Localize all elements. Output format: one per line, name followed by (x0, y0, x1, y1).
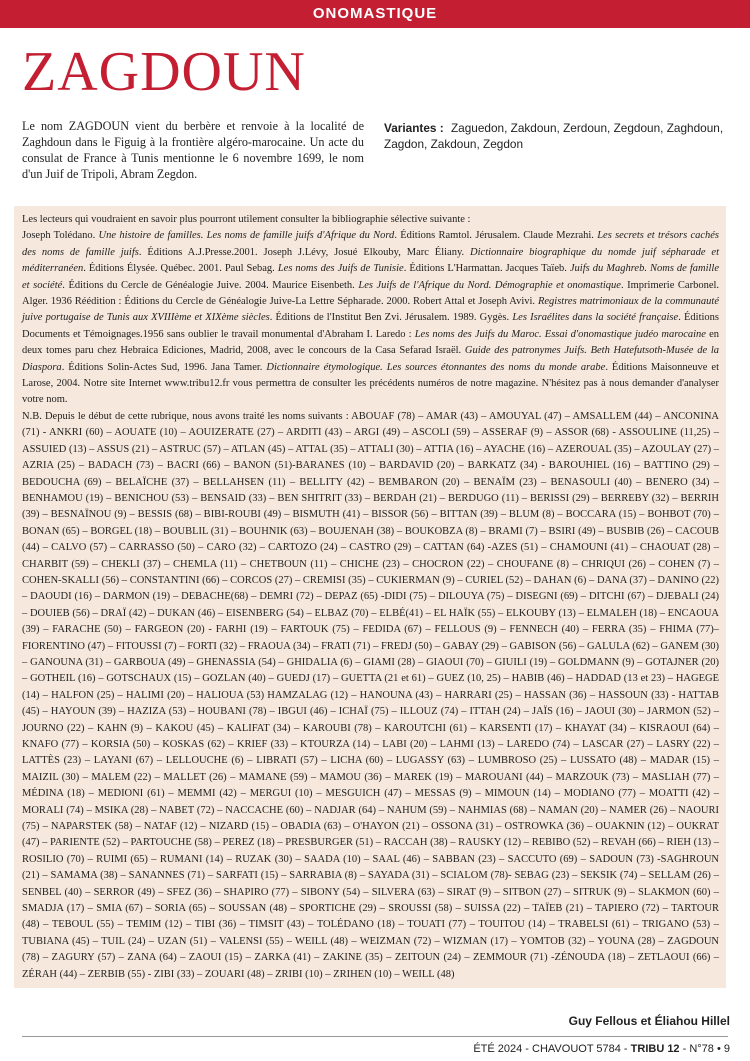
bibliography-fragment: . Éditions Maisonneuve et Larose, 2004. Notre site Internet www.tribu12.fr vous permettra de consulter les précédents numéros de notre magazine. N'hésitez pas à nous demander d'analyser votre nom. (22, 361, 719, 406)
bibliography-fragment: Les noms des Juifs du Maroc. Essai d'onomastique judéo marocaine (414, 328, 706, 340)
section-label: ONOMASTIQUE (312, 5, 438, 22)
bibliography-fragment: . Éditions de l'Institut Ben Zvi. Jérusalem. 1989. Gygès. (269, 312, 513, 324)
bibliography-text (22, 212, 719, 983)
bibliography-fragment: . Éditions A.J.Presse.2001. Joseph J.Lévy, Josué Elkouby, Marc Éliany. (138, 246, 471, 258)
bibliography-fragment: . Éditions L'Harmattan. Jacques Taïeb. (403, 263, 570, 275)
footer-issue-number: - N°78 • 9 (679, 1043, 730, 1055)
bibliography-fragment: Dictionnaire étymologique. Les sources étonnantes des noms du monde arabe (266, 361, 606, 373)
bibliography-fragment: Guide des patronymes Juifs. Beth Hatefutsoth-Musée de la Diaspora (22, 345, 720, 373)
footer-issue-date: ÉTÉ 2024 - CHAVOUOT 5784 - (473, 1043, 631, 1055)
bibliography-fragment: Juifs du Maghreb. Noms de famille et société (22, 263, 719, 291)
variants-list: Zaguedon, Zakdoun, Zerdoun, Zegdoun, Zaghdoun, Zagdon, Zakdoun, Zegdon (384, 121, 724, 151)
bibliography-fragment: Joseph Tolédano. (22, 230, 99, 242)
bibliography-fragment: Les secrets et trésors cachés des noms de famille juifs (22, 230, 720, 258)
bibliography-fragment: en deux tomes paru chez Hebraica Ediciones, Madrid, 2008, avec le concours de la Casa Sefarad Israël. (22, 328, 719, 357)
bibliography-fragment: . Éditions du Cercle de Généalogie Juive. 2004. Maurice Eisenbeth. (62, 279, 359, 291)
bibliography-fragment: . Éditions Solin-Actes Sud, 1996. Jana Tamer. (61, 361, 267, 373)
intro-paragraph: Le nom ZAGDOUN vient du berbère et renvoie à la localité de Zaghdoun dans le Figuig à la frontière algéro-marocaine. Un acte du consulat de France à Tunis mentionne le 6 novembre 1699, le nom d'un Juif de Tripoli, Abram Zegdon. (22, 119, 364, 181)
author-signature: Guy Fellous et Éliahou Hillel (568, 1014, 730, 1028)
bibliography-fragment: . Éditions Élysée. Québec. 2001. Paul Sebag. (83, 263, 278, 275)
variants-block (384, 121, 729, 152)
bibliography-works (22, 228, 719, 408)
bibliography-fragment: Les noms des Juifs de Tunisie (277, 263, 404, 275)
variants-label: Variantes : (384, 121, 444, 135)
bibliography-fragment: Dictionnaire biographique du nomde juif sépharade et méditerranéen (22, 246, 719, 275)
page-footer (473, 1043, 730, 1055)
bibliography-fragment: . Éditions Documents et Témoignages.1956 sans oublier le travail monumental d'Abraham I. Laredo : (22, 312, 720, 340)
bibliography-lead: Les lecteurs qui voudraient en savoir plus pourront utilement consulter la bibliographie sélective suivante : (22, 214, 471, 225)
treated-names-list: N.B. Depuis le début de cette rubrique, nous avons traité les noms suivants : ABOUAF (78) – AMAR (43) – AMOUYAL (47) – AMSALLEM (44) – ANCONINA (71) - ANKRI (60) – AOUATE (10) – AOUIZERATE (27) – ARDITI (43) – ARGI (49) – ASCOLI (59) – ASSERAF (9) – ASSOR (68) - ASSOULINE (11,25) – ASSUIED (13) – ASSUS (21) – ASTRUC (57) – ATLAN (45) – ATTAL (35) – ATTALI (30) – ATTIA (16) – AYACHE (16) – AZEROUAL (35) – AZOULAY (27) – AZRIA (25) – BADACH (73) – BACRI (66) – BANON (51)-BARANES (10) – BARDAVID (20) – BARKATZ (34) - BAROUHIEL (16) – BATTINO (29) – BEDOUCHA (69) – BELAÏCHE (37) – BELLAHSEN (11) – BELLITY (42) – BEMBARON (20) – BENAÏM (23) – BENASOULI (40) – BENERO (34) – BENHAMOU (19) – BENICHOU (53) – BENSAID (33) – BEN SHITRIT (33) – BERDAH (21) – BERDUGO (11) – BERISSI (29) – BERREBY (32) – BERRIH (39) – BESNAÏNOU (9) – BESSIS (68) – BIBI-ROUBI (49) – BISMUTH (41) – BISSOR (56) – BITTAN (39) – BLUM (8) – BOCCARA (15) – BOHBOT (70) – BONAN (65) – BORGEL (18) – BOUBLIL (31) – BOUHNIK (63) – BOUJENAH (38) – BOUKOBZA (8) – BRAMI (7) – BSIRI (49) – BUSBIB (26) – CACOUB (44) – CALVO (57) – CARRASSO (50) – CARO (32) – CARTOZO (24) – CASTRO (29) – CATTAN (64) -AZES (51) – CHAMOUNI (41) – CHAOUAT (28) – CHARBIT (59) – CHEKLI (37) – CHEMLA (11) – CHETBOUN (11) – CHICHE (23) – CHOCRON (22) – CHOUFANE (8) – CHRIQUI (26) – COHEN (7) – COHEN-SKALLI (56) – CONSTANTINI (66) – CORCOS (27) – CREMISI (35) – CUKIERMAN (9) – CURIEL (52) – DAHAN (6) – DANA (37) – DANINO (22) – DAOUDI (16) – DARMON (19) – DEBACHE(68) – DEMRI (72) – DEPAZ (65) -DIDI (75) – DILOUYA (75) – DISEGNI (69) – DITCHI (67) – DJEBALI (24) – DOUIEB (56) – DRAÏ (42) – DUKAN (46) – EISENBERG (54) – ELBAZ (70) – ELBÉ(41) – EL HAÏK (55) – ELKOUBY (13) – ELMALEH (18) – ENCAOUA (39) – FARACHE (50) – FARGEON (20) - FARHI (19) – FARTOUK (75) – FEDIDA (67) – FELLOUS (9) – FENNECH (40) – FERRA (35) – FHIMA (77)– FIORENTINO (47) – FITOUSSI (7) – FORTI (32) – FRAOUA (34) – FRATI (71) – FREDJ (50) – GABAY (29) – GABISON (56) – GALULA (62) – GANEM (30) – GANOUNA (31) – GARBOUA (49) – GHENASSIA (54) – GHIDALIA (6) – GIAMI (28) – GIAOUI (70) – GIUILI (19) – GOLDMANN (9) – GOTAJNER (20) – GOTHEIL (16) – GOTSCHAUX (15) – GOZLAN (40) – GUEDJ (17) – GUETTA (21 et 61) – GUEZ (10, 25) – HABIB (46) – HADDAD (13 et 23) – HAGEGE (14) – HALFON (25) – HALIMI (20) – HALIOUA (53) HAMZALAG (12) – HANOUNA (43) – HARRARI (25) – HASSAN (36) – HASSOUN (33) - HATTAB (45) – HAYOUN (39) – HAZIZA (53) – HOUBANI (78) – IBGUI (46) – ICHAÏ (75) – ILLOUZ (74) – ITTAH (24) – JAÏS (16) – JAOUI (30) – JARMON (52) – JOURNO (22) – KAHN (9) – KAKOU (45) – KALIFAT (34) – KAROUBI (78) – KAROUTCHI (61) – KARSENTI (17) – KHAYAT (34) – KISRAOUI (64) – KNAFO (77) – KORSIA (50) – KOSKAS (62) – KRIEF (33) – KTOURZA (14) – LABI (20) – LAHMI (13) – LAREDO (74) – LASCAR (27) – LASRY (22) – LATTÈS (23) – LAYANI (67) – LELLOUCHE (6) – LIBRATI (57) – LICHA (60) – LUGASSY (63) – LUMBROSO (25) – LUSSATO (48) – MADAR (15) – MAIZIL (30) – MALEM (22) – MALLET (26) – MAMANE (59) – MAMOU (36) – MAREK (19) – MAROUANI (44) – MARZOUK (73) – MASLIAH (77) – MÉDINA (18) – MEDIONI (61) – MEMMI (42) – MERGUI (10) – MESGUICH (47) – MESSAS (9) – MIMOUN (14) – MODIANO (77) – MOATTI (42) – MORALI (74) – MSIKA (28) – NABET (72) – NACCACHE (60) – NADJAR (64) – NAHUM (59) – NAHMIAS (68) – NAMAN (20) – NAMER (26) – NAOURI (75) – NAPARSTEK (58) – NATAF (12) – NIZARD (15) – OBADIA (63) – O'HAYON (21) – OSSONA (31) – OSTROWKA (36) – OUAKNIN (12) – OUKRAT (47) – PARIENTE (52) – PARTOUCHE (58) – PEREZ (18) – PRESBURGER (51) – RACCAH (38) – RAUSKY (12) – REBIBO (52) – REVAH (66) – RIEH (13) – ROSILIO (70) – RUIMI (65) – RUMANI (14) – RUZAK (30) – SAADA (10) – SAAL (46) – SABBAN (23) – SACCUTO (69) – SADOUN (73) -SAGHROUN (21) – SAMAMA (38) – SANANNES (71) – SARFATI (15) – SARRABIA (8) – SAYADA (31) – SCIALOM (78)- SEBAG (23) – SEKSIK (74) – SELLAM (26) – SENBEL (40) – SERROR (49) – SFEZ (36) – SHAPIRO (77) – SIBONY (54) – SILVERA (63) – SIRAT (9) – SITBON (27) – SITRUK (9) – SLAKMON (60) – SMADJA (17) – SMIA (67) – SORIA (65) – SOUSSAN (48) – SPORTICHE (29) – SROUSSI (58) – SUISSA (22) – TAÏEB (21) – TAPIERO (72) – TARTOUR (48) – TEBOUL (55) – TEMIM (12) – TIBI (36) – TIMSIT (43) – TOLÉDANO (18) – TOUATI (77) – TOUITOU (14) – TRABELSI (61) – TRIGANO (53) – TUBIANA (45) – TUIL (24) – UZAN (51) – VALENSI (55) – WEILL (48) – WEIZMAN (72) – WIZMAN (17) – YOMTOB (32) – YOUNA (28) – ZAGDOUN (78) – ZAGURY (57) – ZANA (64) – ZAOUI (15) – ZARKA (41) – ZAKINE (35) – ZEITOUN (24) – ZEMMOUR (71) -ZÉNOUDA (18) – ZETLAOUI (66) – ZÉRAH (44) – ZERBIB (55) - ZIBI (33) – ZOUARI (48) – ZRIBI (10) – ZRIHEN (10) – WEILL (48) (22, 410, 719, 980)
bibliography-fragment: . Imprimerie Carbonel. Alger. 1936 Réédition : Éditions du Cercle de Généalogie Juive-La Lettre Sépharade. 2000. Robert Attal et Joseph Avivi. (22, 279, 720, 308)
bibliography-fragment: Les Juifs de l'Afrique du Nord. Démographie et onomastique (358, 279, 621, 291)
bibliography-fragment: . Éditions Ramtol. Jérusalem. Claude Mezrahi. (394, 230, 598, 242)
bibliography-fragment: Registres matrimoniaux de la communauté juive portugaise de Tunis aux XVIIIème et XIXème siècles (22, 296, 719, 324)
bibliography-fragment: Une histoire de familles. Les noms de famille juifs d'Afrique du Nord (98, 230, 395, 242)
bibliography-fragment: Les Israélites dans la société française (512, 312, 679, 324)
footer-divider (22, 1036, 728, 1037)
footer-magazine: TRIBU 12 (630, 1043, 680, 1055)
article-title: ZAGDOUN (22, 41, 306, 103)
